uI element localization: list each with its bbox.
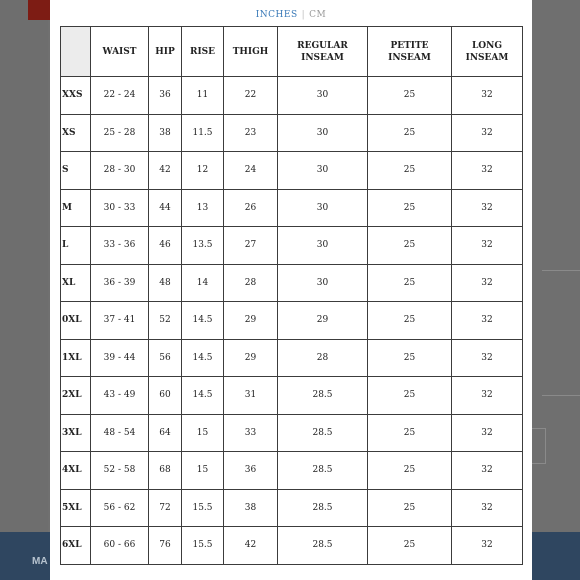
header-long-inseam: LONG INSEAM: [452, 27, 523, 77]
long-inseam-cell: 32: [452, 189, 523, 227]
header-regular-inseam: REGULAR INSEAM: [278, 27, 368, 77]
thigh-cell: 24: [224, 152, 278, 190]
regular-inseam-cell: 30: [278, 189, 368, 227]
size-chart-modal: [50, 0, 532, 580]
unit-option-cm[interactable]: CM: [309, 10, 327, 20]
regular-inseam-cell: 28.5: [278, 527, 368, 565]
thigh-cell: 28: [224, 264, 278, 302]
header-waist: WAIST: [91, 27, 149, 77]
thigh-cell: 33: [224, 414, 278, 452]
rise-cell: 11: [182, 77, 224, 115]
table-row: [61, 377, 523, 415]
size-label: M: [61, 189, 91, 227]
hip-cell: 56: [149, 339, 182, 377]
size-table-body: [61, 77, 523, 565]
rise-cell: 11.5: [182, 114, 224, 152]
petite-inseam-cell: 25: [368, 339, 452, 377]
table-row: [61, 527, 523, 565]
long-inseam-cell: 32: [452, 414, 523, 452]
hip-cell: 64: [149, 414, 182, 452]
regular-inseam-cell: 28.5: [278, 452, 368, 490]
size-label: S: [61, 152, 91, 190]
long-inseam-cell: 32: [452, 264, 523, 302]
background-banner-text: MA: [32, 556, 48, 567]
thigh-cell: 31: [224, 377, 278, 415]
long-inseam-cell: 32: [452, 489, 523, 527]
waist-cell: 60 - 66: [91, 527, 149, 565]
table-row: [61, 452, 523, 490]
size-label: 0XL: [61, 302, 91, 340]
table-row: [61, 414, 523, 452]
unit-option-inches[interactable]: INCHES: [255, 10, 298, 20]
hip-cell: 44: [149, 189, 182, 227]
header-hip: HIP: [149, 27, 182, 77]
regular-inseam-cell: 28.5: [278, 414, 368, 452]
thigh-cell: 38: [224, 489, 278, 527]
table-row: [61, 227, 523, 265]
waist-cell: 25 - 28: [91, 114, 149, 152]
petite-inseam-cell: 25: [368, 452, 452, 490]
rise-cell: 14.5: [182, 377, 224, 415]
size-label: XXS: [61, 77, 91, 115]
background-red-accent: [28, 0, 52, 20]
long-inseam-cell: 32: [452, 339, 523, 377]
table-row: [61, 189, 523, 227]
size-label: 3XL: [61, 414, 91, 452]
thigh-cell: 36: [224, 452, 278, 490]
hip-cell: 76: [149, 527, 182, 565]
rise-cell: 14.5: [182, 302, 224, 340]
petite-inseam-cell: 25: [368, 189, 452, 227]
long-inseam-cell: 32: [452, 377, 523, 415]
petite-inseam-cell: 25: [368, 527, 452, 565]
thigh-cell: 29: [224, 302, 278, 340]
waist-cell: 37 - 41: [91, 302, 149, 340]
rise-cell: 15: [182, 414, 224, 452]
size-label: 5XL: [61, 489, 91, 527]
long-inseam-cell: 32: [452, 302, 523, 340]
waist-cell: 48 - 54: [91, 414, 149, 452]
size-label: XL: [61, 264, 91, 302]
waist-cell: 52 - 58: [91, 452, 149, 490]
hip-cell: 68: [149, 452, 182, 490]
regular-inseam-cell: 30: [278, 152, 368, 190]
rise-cell: 15: [182, 452, 224, 490]
size-label: 2XL: [61, 377, 91, 415]
long-inseam-cell: 32: [452, 152, 523, 190]
petite-inseam-cell: 25: [368, 414, 452, 452]
waist-cell: 28 - 30: [91, 152, 149, 190]
waist-cell: 33 - 36: [91, 227, 149, 265]
regular-inseam-cell: 28.5: [278, 489, 368, 527]
regular-inseam-cell: 30: [278, 77, 368, 115]
rise-cell: 15.5: [182, 489, 224, 527]
background-divider: [542, 270, 580, 271]
thigh-cell: 27: [224, 227, 278, 265]
rise-cell: 15.5: [182, 527, 224, 565]
regular-inseam-cell: 30: [278, 264, 368, 302]
regular-inseam-cell: 30: [278, 114, 368, 152]
background-left-panel: [0, 0, 48, 580]
petite-inseam-cell: 25: [368, 302, 452, 340]
petite-inseam-cell: 25: [368, 489, 452, 527]
waist-cell: 56 - 62: [91, 489, 149, 527]
hip-cell: 72: [149, 489, 182, 527]
size-label: 6XL: [61, 527, 91, 565]
thigh-cell: 23: [224, 114, 278, 152]
waist-cell: 30 - 33: [91, 189, 149, 227]
long-inseam-cell: 32: [452, 527, 523, 565]
size-label: XS: [61, 114, 91, 152]
header-rise: RISE: [182, 27, 224, 77]
petite-inseam-cell: 25: [368, 264, 452, 302]
thigh-cell: 22: [224, 77, 278, 115]
table-row: [61, 339, 523, 377]
petite-inseam-cell: 25: [368, 377, 452, 415]
long-inseam-cell: 32: [452, 452, 523, 490]
table-row: [61, 264, 523, 302]
thigh-cell: 29: [224, 339, 278, 377]
header-thigh: THIGH: [224, 27, 278, 77]
hip-cell: 60: [149, 377, 182, 415]
regular-inseam-cell: 28: [278, 339, 368, 377]
petite-inseam-cell: 25: [368, 227, 452, 265]
waist-cell: 36 - 39: [91, 264, 149, 302]
petite-inseam-cell: 25: [368, 77, 452, 115]
rise-cell: 13: [182, 189, 224, 227]
background-banner-right: [532, 532, 580, 580]
table-header-row: [61, 27, 523, 77]
table-row: [61, 302, 523, 340]
header-petite-inseam: PETITE INSEAM: [368, 27, 452, 77]
table-row: [61, 77, 523, 115]
size-label: 4XL: [61, 452, 91, 490]
hip-cell: 46: [149, 227, 182, 265]
regular-inseam-cell: 30: [278, 227, 368, 265]
table-row: [61, 114, 523, 152]
regular-inseam-cell: 29: [278, 302, 368, 340]
hip-cell: 38: [149, 114, 182, 152]
waist-cell: 39 - 44: [91, 339, 149, 377]
background-right-panel: [532, 0, 580, 580]
table-row: [61, 489, 523, 527]
unit-toggle: [50, 10, 532, 20]
long-inseam-cell: 32: [452, 114, 523, 152]
thigh-cell: 42: [224, 527, 278, 565]
petite-inseam-cell: 25: [368, 152, 452, 190]
long-inseam-cell: 32: [452, 77, 523, 115]
header-corner-cell: [61, 27, 91, 77]
size-label: L: [61, 227, 91, 265]
waist-cell: 22 - 24: [91, 77, 149, 115]
hip-cell: 36: [149, 77, 182, 115]
long-inseam-cell: 32: [452, 227, 523, 265]
petite-inseam-cell: 25: [368, 114, 452, 152]
unit-separator: |: [301, 10, 306, 20]
rise-cell: 14.5: [182, 339, 224, 377]
rise-cell: 13.5: [182, 227, 224, 265]
thigh-cell: 26: [224, 189, 278, 227]
rise-cell: 12: [182, 152, 224, 190]
size-chart-table: [60, 26, 523, 565]
hip-cell: 52: [149, 302, 182, 340]
waist-cell: 43 - 49: [91, 377, 149, 415]
table-row: [61, 152, 523, 190]
regular-inseam-cell: 28.5: [278, 377, 368, 415]
hip-cell: 48: [149, 264, 182, 302]
background-divider: [542, 395, 580, 396]
rise-cell: 14: [182, 264, 224, 302]
size-label: 1XL: [61, 339, 91, 377]
hip-cell: 42: [149, 152, 182, 190]
